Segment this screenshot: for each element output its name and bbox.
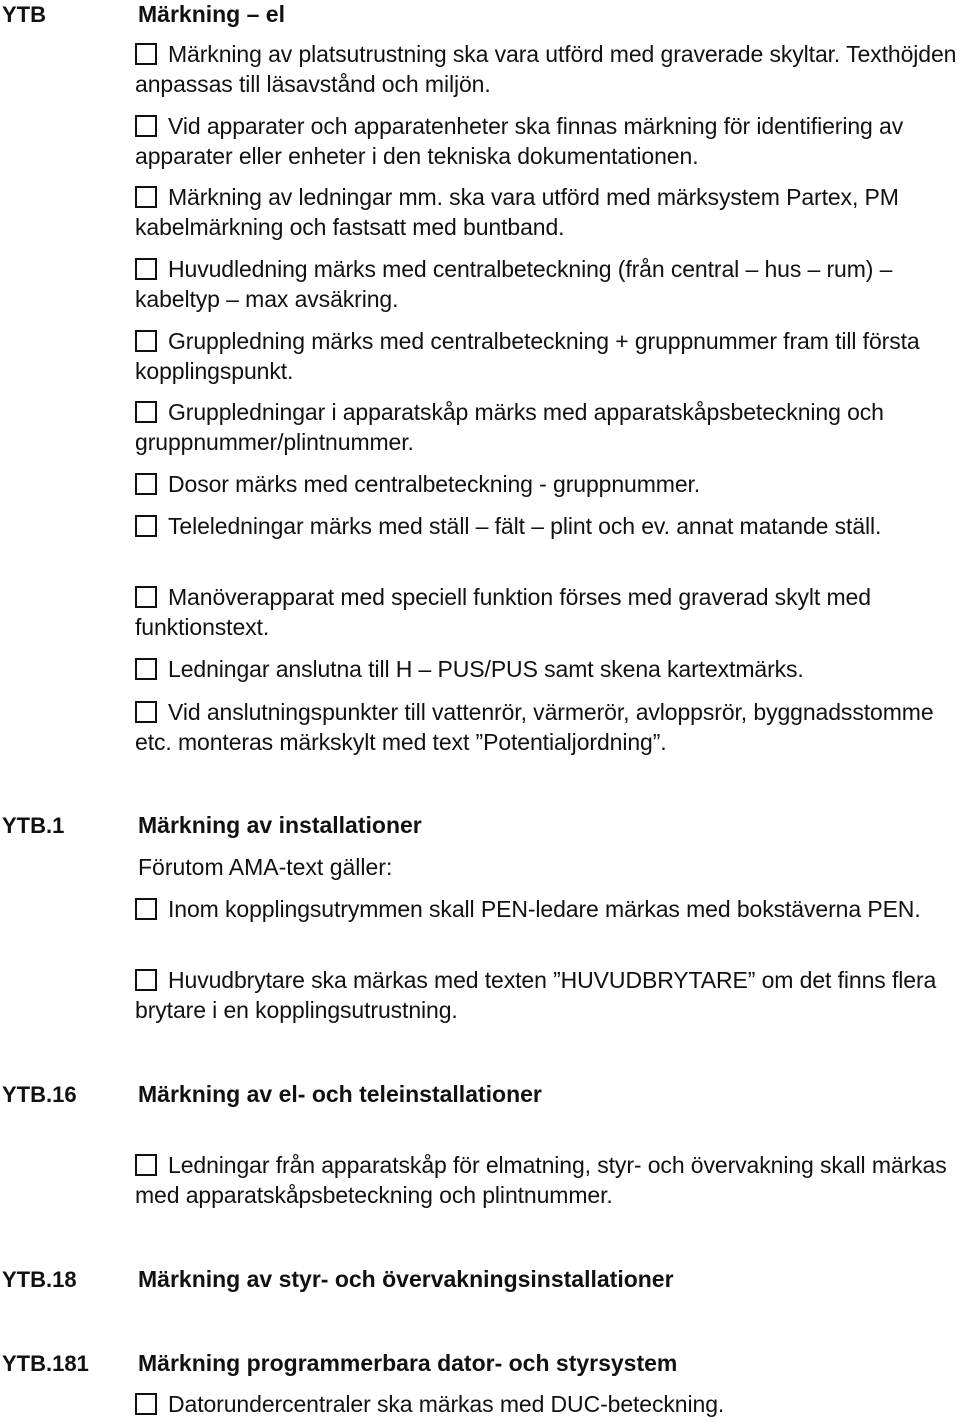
checkbox[interactable] (135, 658, 157, 680)
checklist-item (135, 698, 960, 757)
checklist-item (135, 1151, 960, 1210)
checkbox[interactable] (135, 401, 157, 423)
checklist-item (135, 655, 960, 685)
checkbox[interactable] (135, 258, 157, 280)
checklist-item (135, 895, 960, 925)
checklist-item (135, 40, 960, 99)
checklist-item (135, 583, 960, 642)
item-text: Teleledningar märks med ställ – fält – plint och ev. annat matande ställ. (168, 513, 882, 539)
checkbox[interactable] (135, 701, 157, 723)
checkbox[interactable] (135, 586, 157, 608)
item-text: Ledningar anslutna till H – PUS/PUS samt skena kartextmärks. (168, 656, 804, 682)
section-code: YTB.1 (2, 813, 65, 838)
section-code: YTB.181 (2, 1351, 89, 1376)
section-title: Märkning av styr- och övervakningsinstallationer (138, 1266, 674, 1292)
section-code: YTB (2, 2, 46, 27)
checklist-item (135, 1390, 960, 1420)
checklist-item (135, 327, 960, 386)
checkbox[interactable] (135, 515, 157, 537)
checkbox[interactable] (135, 969, 157, 991)
item-text: Datorundercentraler ska märkas med DUC-beteckning. (168, 1391, 725, 1417)
checkbox[interactable] (135, 186, 157, 208)
checklist-item (135, 183, 960, 242)
item-text: Huvudledning märks med centralbeteckning (från central – hus – rum) – kabeltyp – max avsäkring. (135, 256, 893, 312)
item-text: Vid anslutningspunkter till vattenrör, värmerör, avloppsrör, byggnadsstomme etc. monteras märkskylt med text ”Potentialjordning”. (135, 699, 934, 755)
item-text: Gruppledning märks med centralbeteckning + gruppnummer fram till första kopplingspunkt. (135, 328, 920, 384)
checkbox[interactable] (135, 115, 157, 137)
item-text: Ledningar från apparatskåp för elmatning, styr- och övervakning skall märkas med apparatskåpsbeteckning och plintnummer. (135, 1152, 947, 1208)
section-code: YTB.18 (2, 1267, 77, 1292)
checkbox[interactable] (135, 1154, 157, 1176)
item-text: Manöverapparat med speciell funktion förses med graverad skylt med funktionstext. (135, 584, 871, 640)
checkbox[interactable] (135, 1393, 157, 1415)
checklist-item (135, 512, 960, 542)
checklist-item (135, 398, 960, 457)
checklist-item (135, 112, 960, 171)
item-text: Dosor märks med centralbeteckning - gruppnummer. (168, 471, 701, 497)
item-text: Inom kopplingsutrymmen skall PEN-ledare märkas med bokstäverna PEN. (168, 896, 921, 922)
checklist-item (135, 255, 960, 314)
checkbox[interactable] (135, 473, 157, 495)
section-title: Märkning programmerbara dator- och styrsystem (138, 1350, 678, 1376)
section-code: YTB.16 (2, 1082, 77, 1107)
section-title: Märkning av installationer (138, 812, 422, 838)
checkbox[interactable] (135, 330, 157, 352)
item-text: Gruppledningar i apparatskåp märks med apparatskåpsbeteckning och gruppnummer/plintnummer. (135, 399, 884, 455)
item-text: Huvudbrytare ska märkas med texten ”HUVUDBRYTARE” om det finns flera brytare i en kopplingsutrustning. (135, 967, 937, 1023)
checkbox[interactable] (135, 898, 157, 920)
section-intro: Förutom AMA-text gäller: (138, 854, 393, 880)
checklist-item (135, 470, 960, 500)
section-title: Märkning av el- och teleinstallationer (138, 1081, 542, 1107)
item-text: Märkning av ledningar mm. ska vara utförd med märksystem Partex, PM kabelmärkning och fastsatt med buntband. (135, 184, 899, 240)
item-text: Vid apparater och apparatenheter ska finnas märkning för identifiering av apparater eller enheter i den tekniska dokumentationen. (135, 113, 904, 169)
checklist-item (135, 966, 960, 1025)
item-text: Märkning av platsutrustning ska vara utförd med graverade skyltar. Texthöjden anpassas till läsavstånd och miljön. (135, 41, 957, 97)
checkbox[interactable] (135, 43, 157, 65)
section-title: Märkning – el (138, 1, 285, 27)
